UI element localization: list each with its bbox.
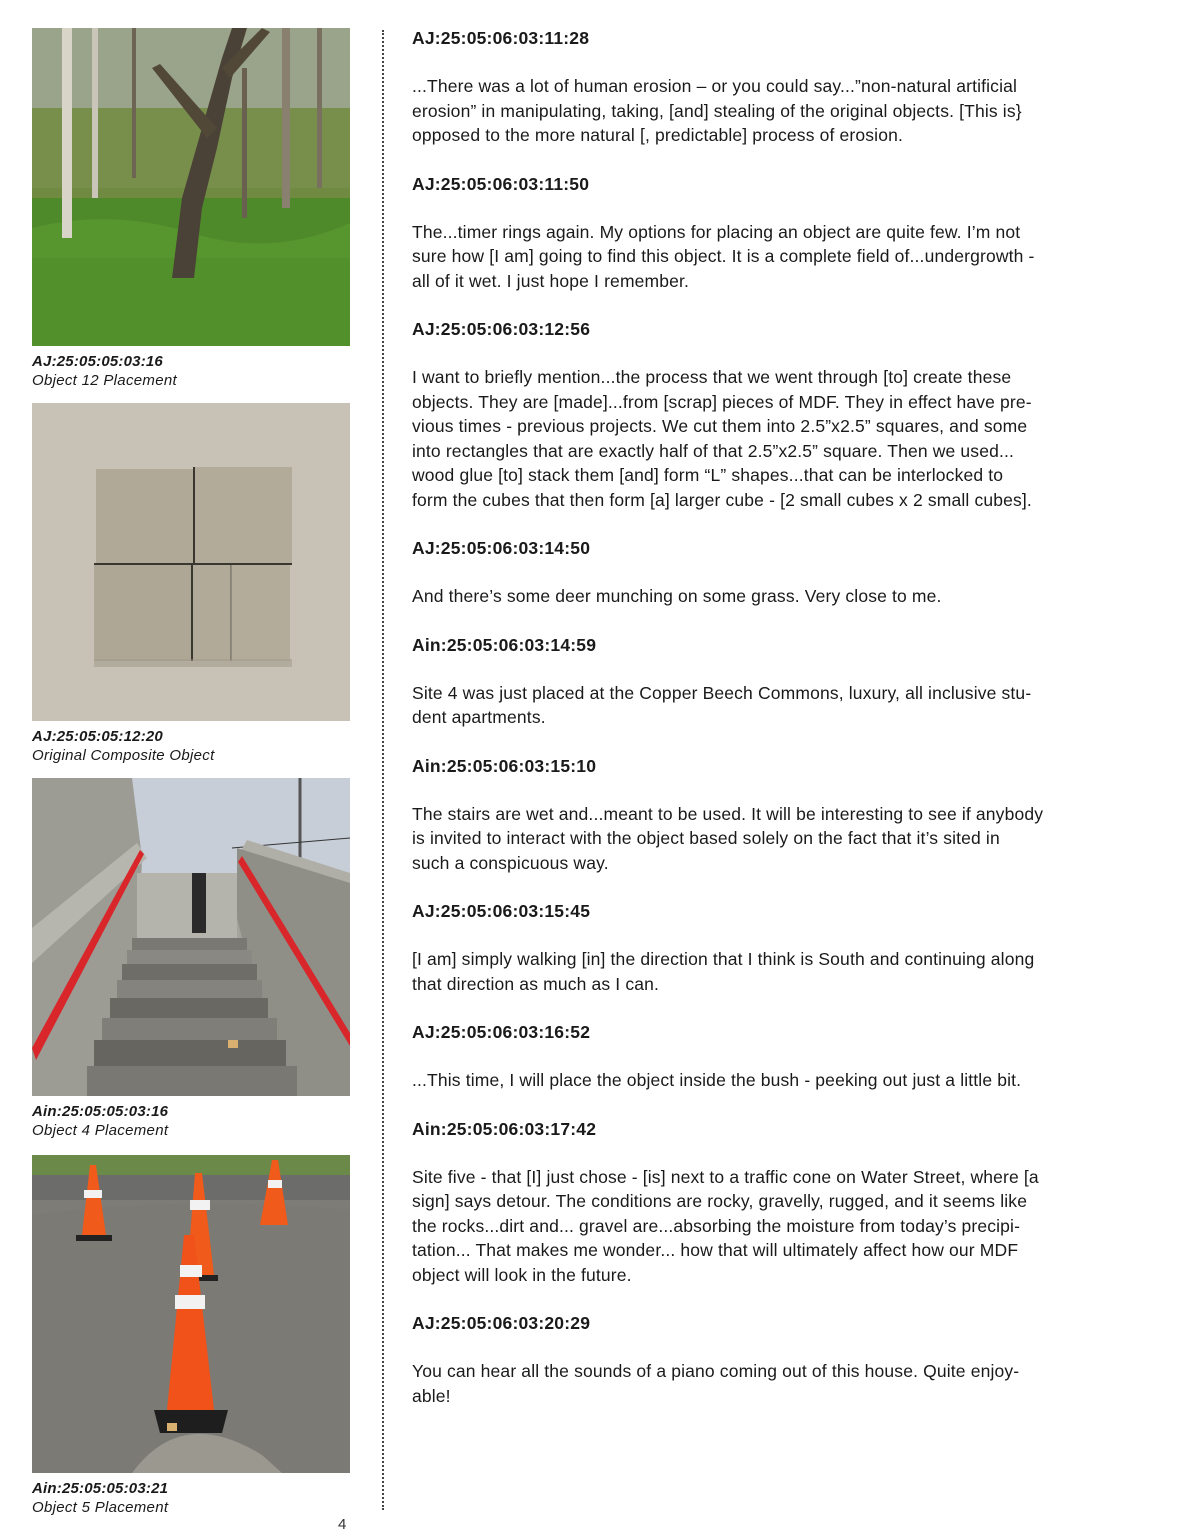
photo-composite-object [32,403,350,721]
figure-title: Original Composite Object [32,747,215,764]
log-entry [412,26,1168,148]
figure-1 [32,28,350,390]
entry-timestamp: Ain:25:05:06:03:15:10 [412,755,597,776]
log-entries [412,26,1168,1432]
log-entry [412,317,1168,512]
log-entry [412,1117,1168,1288]
entry-timestamp: Ain:25:05:06:03:14:59 [412,634,597,655]
figure-title: Object 12 Placement [32,372,177,389]
entry-timestamp: AJ:25:05:06:03:11:50 [412,173,590,194]
entry-timestamp: AJ:25:05:06:03:16:52 [412,1022,591,1042]
entry-timestamp: AJ:25:05:06:03:14:50 [412,538,591,558]
stairs-photo-image [32,778,350,1096]
log-entry [412,172,1168,294]
entry-timestamp: AJ:25:05:06:03:12:56 [412,319,591,339]
entry-text: ...This time, I will place the object inside the bush - peeking out just a little bit. [412,1070,1022,1090]
figure-id: AJ:25:05:05:12:20 [32,728,163,745]
log-entry [412,1020,1168,1093]
traffic-cones-image [32,1155,350,1473]
entry-timestamp: Ain:25:05:06:03:17:42 [412,1118,597,1139]
figure-title: Object 4 Placement [32,1122,169,1139]
composite-object-image [32,403,350,721]
figure-id: AJ:25:05:05:03:16 [32,353,163,370]
forest-photo-image [32,28,350,346]
entry-text: And there’s some deer munching on some grass. Very close to me. [412,586,942,606]
log-entry [412,754,1168,876]
entry-text: Site 4 was just placed at the Copper Beech Commons, luxury, all inclusive stu- dent apartments. [412,682,1032,727]
entry-timestamp: AJ:25:05:06:03:11:28 [412,28,590,48]
entry-text: [I am] simply walking [in] the direction that I think is South and continuing along that direction as much as I can. [412,949,1035,994]
entry-text: I want to briefly mention...the process that we went through [to] create these objects. They are [made]...from [scrap] pieces of MDF. They in effect have pre- vious times - previous projects. We cut them into 2.5”x2.5” squares, and some into rectangles that are exactly half of that 2.5”x2.5” square. Then we used... wood glue [to] stack them [and] form “L” shapes...that can be interlocked to form the cubes that then form [a] larger cube - [2 small cubes x 2 small cubes]. [412,367,1032,510]
entry-text: The...timer rings again. My options for placing an object are quite few. I’m not sure how [I am] going to find this object. It is a complete field of...undergrowth - all of it wet. I just hope I remember. [412,221,1035,291]
figure-4 [32,1155,350,1517]
log-entry [412,899,1168,996]
figure-id: Ain:25:05:05:03:16 [32,1103,169,1120]
log-entry [412,633,1168,730]
page-number: 4 [338,1516,347,1533]
photo-forest [32,28,350,346]
log-entry [412,1311,1168,1408]
figure-2 [32,403,350,765]
figure-id: Ain:25:05:05:03:21 [32,1480,169,1497]
entry-text: ...There was a lot of human erosion – or you could say...”non-natural artificial erosion” in manipulating, taking, [and] stealing of the original objects. [This is} opposed to the more natural [, predictable] process of erosion. [412,76,1022,145]
photo-traffic-cones [32,1155,350,1473]
figure-3 [32,778,350,1140]
entry-text: Site five - that [I] just chose - [is] next to a traffic cone on Water Street, where [a sign] says detour. The conditions are rocky, gravelly, rugged, and it seems like the rocks...dirt and... gravel are...absorbing the moisture from today’s precipi- tation... That makes me wonder... how that will ultimately affect how our MDF object will look in the future. [412,1166,1039,1285]
log-entry [412,536,1168,609]
entry-text: You can hear all the sounds of a piano coming out of this house. Quite enjoy- able! [412,1361,1020,1406]
entry-text: The stairs are wet and...meant to be used. It will be interesting to see if anybody is invited to interact with the object based solely on the fact that it’s sited in such a conspicuous way. [412,803,1044,873]
entry-timestamp: AJ:25:05:06:03:20:29 [412,1313,591,1333]
figure-title: Object 5 Placement [32,1499,169,1516]
photo-stairs [32,778,350,1096]
column-divider [382,30,384,1510]
entry-timestamp: AJ:25:05:06:03:15:45 [412,901,591,921]
